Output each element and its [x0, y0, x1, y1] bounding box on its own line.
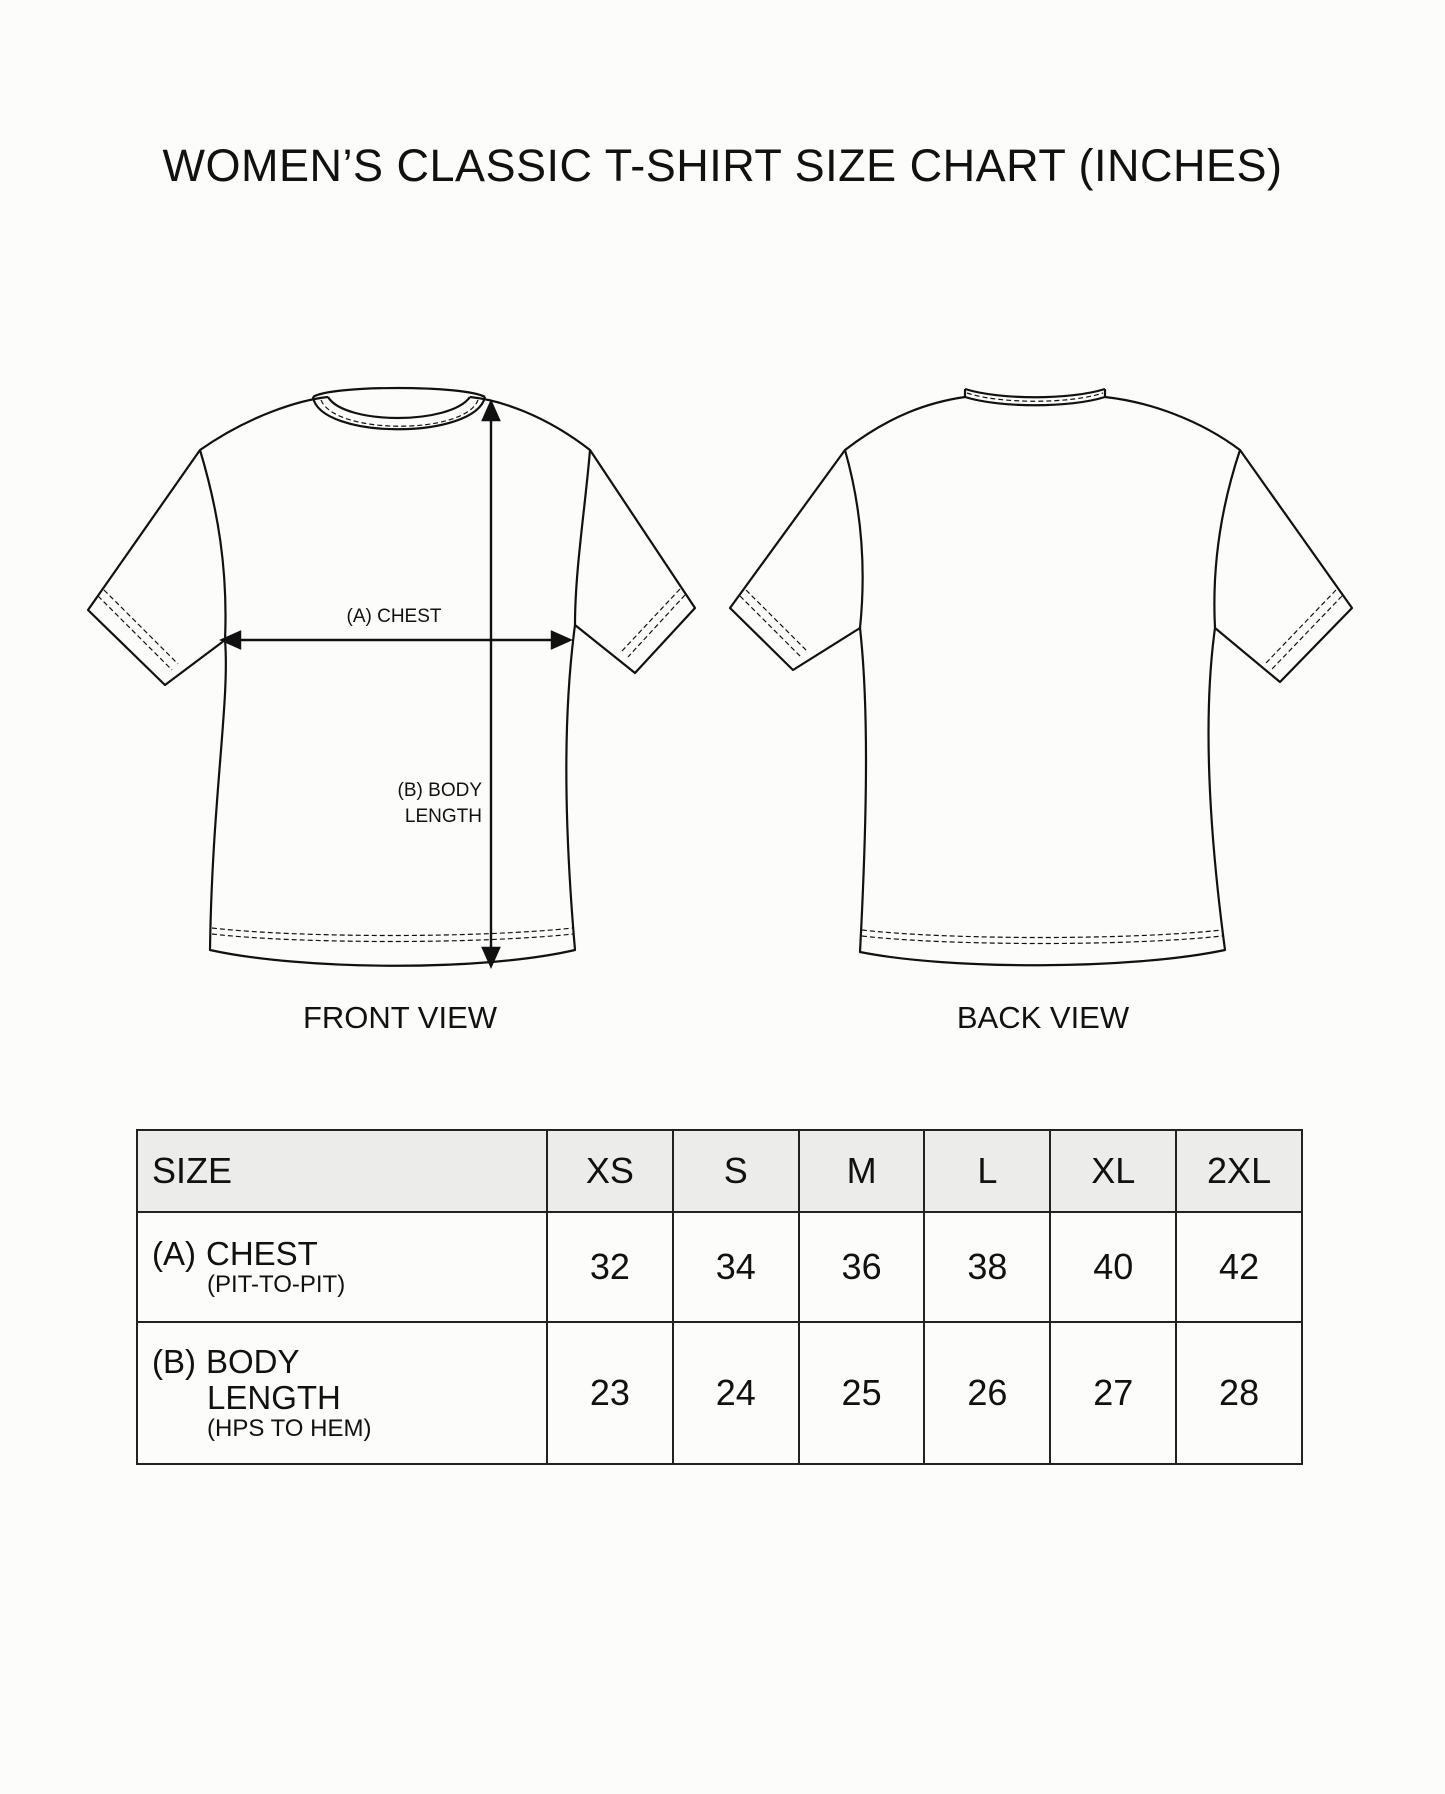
body-length-value-2xl: 28: [1176, 1322, 1302, 1464]
body-length-value-xl: 27: [1050, 1322, 1176, 1464]
body-length-subtitle: (HPS TO HEM): [207, 1415, 372, 1442]
chest-value-m: 36: [799, 1212, 925, 1322]
size-2xl-header: 2XL: [1176, 1130, 1302, 1212]
chest-value-xs: 32: [547, 1212, 673, 1322]
body-length-name-line2: LENGTH: [207, 1379, 341, 1416]
chest-value-xl: 40: [1050, 1212, 1176, 1322]
chest-row: [137, 1212, 1302, 1322]
chest-diagram-label: (A) CHEST: [346, 606, 442, 627]
size-m-header: M: [799, 1130, 925, 1212]
size-xs-header: XS: [547, 1130, 673, 1212]
size-xl-header: XL: [1050, 1130, 1176, 1212]
body-length-measure-arrow: [483, 402, 499, 966]
chest-subtitle: (PIT-TO-PIT): [207, 1271, 346, 1298]
chest-row-label: [137, 1212, 547, 1322]
body-length-code: (B): [152, 1343, 196, 1380]
body-length-row: [137, 1322, 1302, 1464]
front-view-caption: FRONT VIEW: [302, 1000, 498, 1035]
back-view-shirt: [730, 389, 1352, 965]
size-l-header: L: [924, 1130, 1050, 1212]
body-length-value-xs: 23: [547, 1322, 673, 1464]
back-view-caption: BACK VIEW: [956, 1000, 1130, 1035]
body-length-value-m: 25: [799, 1322, 925, 1464]
chest-code: (A): [152, 1235, 196, 1272]
chest-name: CHEST: [206, 1235, 318, 1272]
chest-value-l: 38: [924, 1212, 1050, 1322]
tshirt-diagrams: [0, 380, 1445, 980]
chest-value-2xl: 42: [1176, 1212, 1302, 1322]
body-length-row-label: [137, 1322, 547, 1464]
chest-measure-arrow: [222, 632, 570, 648]
front-view-shirt: [88, 388, 695, 966]
chest-value-s: 34: [673, 1212, 799, 1322]
body-length-name: BODY: [206, 1343, 300, 1380]
body-length-value-s: 24: [673, 1322, 799, 1464]
size-s-header: S: [673, 1130, 799, 1212]
body-diagram-label-line2: LENGTH: [404, 806, 482, 827]
body-diagram-label-line1: (B) BODY: [397, 780, 482, 801]
size-header-cell: SIZE: [137, 1130, 547, 1212]
body-length-value-l: 26: [924, 1322, 1050, 1464]
table-header-row: [137, 1130, 1302, 1212]
size-table: [136, 1129, 1303, 1465]
page-title: WOMEN’S CLASSIC T-SHIRT SIZE CHART (INCHES): [162, 140, 1283, 191]
